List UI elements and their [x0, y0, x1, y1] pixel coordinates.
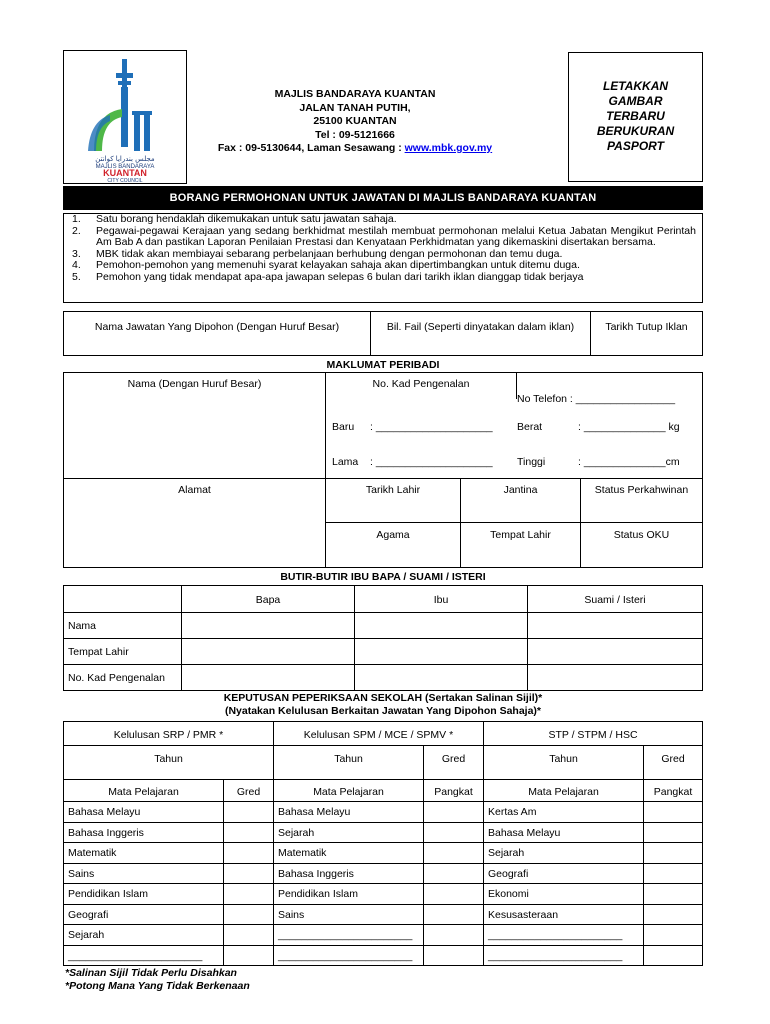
spm-rank[interactable] — [424, 945, 484, 966]
spm-subject[interactable]: _______________________ — [274, 945, 424, 966]
footnote-1: *Salinan Sijil Tidak Perlu Disahkan — [65, 967, 237, 979]
col-bapa: Bapa — [182, 586, 355, 613]
parents-title: BUTIR-BUTIR IBU BAPA / SUAMI / ISTERI — [280, 571, 486, 583]
marital-field[interactable]: Status Perkahwinan — [581, 479, 703, 523]
height-field[interactable]: : ______________cm — [578, 456, 680, 468]
stp-grade[interactable]: Gred — [644, 746, 703, 780]
spm-subject[interactable]: Sejarah — [274, 822, 424, 843]
exam-row — [64, 822, 703, 843]
stp-subject[interactable]: Bahasa Melayu — [484, 822, 644, 843]
stp-rank[interactable] — [644, 945, 703, 966]
personal-title: MAKLUMAT PERIBADI — [326, 359, 440, 371]
oku-field[interactable]: Status OKU — [581, 523, 703, 568]
name-field[interactable]: Nama (Dengan Huruf Besar) — [64, 373, 326, 479]
stp-year[interactable]: Tahun — [484, 746, 644, 780]
fax-text: Fax : 09-5130644, Laman Sesawang : — [217, 142, 405, 154]
closing-date-field[interactable]: Tarikh Tutup Iklan — [591, 312, 703, 356]
pob-field[interactable]: Tempat Lahir — [461, 523, 581, 568]
stp-rank[interactable] — [644, 884, 703, 905]
org-street: JALAN TANAH PUTIH, — [299, 101, 411, 114]
input-cell[interactable] — [182, 665, 355, 691]
spm-subject[interactable]: Matematik — [274, 843, 424, 864]
input-cell[interactable] — [182, 639, 355, 665]
stp-subject[interactable]: _______________________ — [484, 945, 644, 966]
input-cell[interactable] — [528, 613, 703, 639]
spm-rank[interactable] — [424, 925, 484, 946]
row-pob: Tempat Lahir — [64, 639, 182, 665]
instruction-item: 1. Satu borang hendaklah dikemukakan untuk satu jawatan sahaja. — [72, 213, 397, 225]
form-title-banner: BORANG PERMOHONAN UNTUK JAWATAN DI MAJLIS BANDARAYA KUANTAN — [63, 186, 703, 210]
exam-row — [64, 802, 703, 823]
parents-corner — [64, 586, 182, 613]
stp-rank[interactable] — [644, 904, 703, 925]
logo-line1: MAJLIS BANDARAYA — [95, 164, 155, 170]
org-tel: Tel : 09-5121666 — [315, 128, 395, 141]
stp-subject[interactable]: _______________________ — [484, 925, 644, 946]
instruction-item: 3. MBK tidak akan membiayai sebarang perbelanjaan berhubung dengan permohonan dan temu duga. — [72, 247, 563, 260]
spm-rank[interactable] — [424, 863, 484, 884]
weight-field[interactable]: : ______________ kg — [578, 421, 680, 433]
srp-year[interactable]: Tahun — [64, 746, 274, 780]
spm-rank-head: Pangkat — [424, 780, 484, 802]
spm-rank[interactable] — [424, 904, 484, 925]
org-name: MAJLIS BANDARAYA KUANTAN — [274, 88, 436, 100]
personal-table — [63, 372, 703, 568]
weight-label: Berat — [517, 421, 543, 433]
row-nama: Nama — [64, 613, 182, 639]
org-postcode: 25100 KUANTAN — [313, 115, 397, 127]
dob-field[interactable]: Tarikh Lahir — [326, 479, 461, 523]
stp-subject[interactable]: Geografi — [484, 863, 644, 884]
photo-line: PASPORT — [607, 139, 664, 153]
input-cell[interactable] — [355, 665, 528, 691]
spm-subject[interactable]: Pendidikan Islam — [274, 884, 424, 905]
logo-arabic: مجلس بندرايا كوانتن — [95, 155, 155, 163]
mbk-logo-icon — [64, 51, 186, 183]
parents-table — [63, 585, 703, 691]
srp-grade[interactable] — [224, 945, 274, 966]
spm-subject[interactable]: Bahasa Melayu — [274, 802, 424, 823]
srp-subject[interactable]: _______________________ — [64, 945, 224, 966]
footnote-2: *Potong Mana Yang Tidak Berkenaan — [65, 980, 250, 992]
exam-row — [64, 884, 703, 905]
photo-line: LETAKKAN — [602, 79, 669, 93]
input-cell[interactable] — [182, 613, 355, 639]
exam-row — [64, 863, 703, 884]
input-cell[interactable] — [528, 639, 703, 665]
stp-rank[interactable] — [644, 925, 703, 946]
org-fax — [160, 142, 550, 156]
website-link[interactable]: www.mbk.gov.my — [404, 142, 493, 154]
srp-subject[interactable]: Pendidikan Islam — [64, 884, 224, 905]
spm-subject-head: Mata Pelajaran — [274, 780, 424, 802]
exam-row — [64, 904, 703, 925]
stp-rank[interactable] — [644, 843, 703, 864]
input-cell[interactable] — [355, 639, 528, 665]
exam-rows — [64, 802, 703, 966]
gender-field[interactable]: Jantina — [461, 479, 581, 523]
col-spouse: Suami / Isteri — [528, 586, 703, 613]
input-cell[interactable] — [355, 613, 528, 639]
srp-header: Kelulusan SRP / PMR * — [64, 722, 274, 746]
srp-subject[interactable]: Bahasa Inggeris — [64, 822, 224, 843]
srp-grade-head: Gred — [224, 780, 274, 802]
exam-row — [64, 925, 703, 946]
srp-grade[interactable] — [224, 925, 274, 946]
srp-grade[interactable] — [224, 884, 274, 905]
stp-rank[interactable] — [644, 863, 703, 884]
baru-label: Baru — [332, 421, 355, 433]
photo-line: BERUKURAN — [596, 124, 675, 138]
spm-rank[interactable] — [424, 802, 484, 823]
exam-row — [64, 945, 703, 966]
stp-rank[interactable] — [644, 822, 703, 843]
ic-label: No. Kad Pengenalan — [372, 378, 470, 390]
file-no-field[interactable]: Bil. Fail (Seperti dinyatakan dalam iklan) — [371, 312, 591, 356]
job-table — [63, 311, 703, 356]
org-address — [200, 88, 510, 156]
srp-grade[interactable] — [224, 802, 274, 823]
spm-header: Kelulusan SPM / MCE / SPMV * — [274, 722, 484, 746]
photo-line: GAMBAR — [608, 94, 663, 108]
exam-table — [63, 721, 703, 966]
photo-line: TERBARU — [606, 109, 665, 123]
stp-rank-head: Pangkat — [644, 780, 703, 802]
lama-field[interactable]: : ____________________ — [370, 456, 493, 468]
srp-grade[interactable] — [224, 863, 274, 884]
logo-line3: CITY COUNCIL — [107, 178, 143, 183]
spm-rank[interactable] — [424, 822, 484, 843]
spm-grade[interactable]: Gred — [424, 746, 484, 780]
instructions — [63, 213, 703, 303]
logo-line2: KUANTAN — [103, 168, 147, 178]
spm-year[interactable]: Tahun — [274, 746, 424, 780]
religion-field[interactable]: Agama — [326, 523, 461, 568]
srp-subject[interactable]: Sains — [64, 863, 224, 884]
exam-title-2: (Nyatakan Kelulusan Berkaitan Jawatan Yang Dipohon Sahaja)* — [224, 705, 542, 717]
address-field[interactable]: Alamat — [64, 479, 326, 568]
spm-rank[interactable] — [424, 884, 484, 905]
stp-subject[interactable]: Kertas Am — [484, 802, 644, 823]
lama-label: Lama — [332, 456, 359, 468]
spm-rank[interactable] — [424, 843, 484, 864]
srp-subject[interactable]: Matematik — [64, 843, 224, 864]
photo-box — [568, 52, 703, 182]
srp-grade[interactable] — [224, 843, 274, 864]
stp-subject[interactable]: Kesusasteraan — [484, 904, 644, 925]
ic-contact-cell — [326, 373, 703, 479]
stp-header: STP / STPM / HSC — [484, 722, 703, 746]
row-ic: No. Kad Pengenalan — [64, 665, 182, 691]
srp-subject[interactable]: Sejarah — [64, 925, 224, 946]
phone-field[interactable]: No Telefon : _________________ — [517, 393, 676, 405]
exam-title-1: KEPUTUSAN PEPERIKSAAN SEKOLAH (Sertakan Salinan Sijil)* — [223, 692, 543, 704]
position-field[interactable]: Nama Jawatan Yang Dipohon (Dengan Huruf Besar) — [64, 312, 371, 356]
instruction-item: 2. Pegawai-pegawai Kerajaan yang sedang berkhidmat mestilah membuat permohonan melalui Ketua Jabatan Mengikut Perintah Am Bab A dan pastikan Laporan Penilaian Prestasi dan Kenyataan Perkhidmatan yang dikemaskini disertakan bersama. — [72, 224, 696, 249]
logo-box — [63, 50, 187, 184]
srp-grade[interactable] — [224, 904, 274, 925]
exam-row — [64, 843, 703, 864]
instruction-item: 4. Pemohon-pemohon yang memenuhi syarat kelayakan sahaja akan dipertimbangkan untuk ditemu duga. — [72, 259, 580, 272]
spm-subject[interactable]: Bahasa Inggeris — [274, 863, 424, 884]
srp-subject[interactable]: Bahasa Melayu — [64, 802, 224, 823]
stp-subject-head: Mata Pelajaran — [484, 780, 644, 802]
srp-grade[interactable] — [224, 822, 274, 843]
instruction-item: 5. Pemohon yang tidak mendapat apa-apa jawapan selepas 6 bulan dari tarikh iklan dianggap tidak berjaya — [72, 270, 584, 283]
stp-subject[interactable]: Ekonomi — [484, 884, 644, 905]
srp-subject[interactable]: Geografi — [64, 904, 224, 925]
stp-subject[interactable]: Sejarah — [484, 843, 644, 864]
spm-subject[interactable]: Sains — [274, 904, 424, 925]
baru-field[interactable]: : ____________________ — [370, 421, 493, 433]
input-cell[interactable] — [528, 665, 703, 691]
stp-rank[interactable] — [644, 802, 703, 823]
spm-subject[interactable]: _______________________ — [274, 925, 424, 946]
height-label: Tinggi — [517, 456, 546, 468]
srp-subject-head: Mata Pelajaran — [64, 780, 224, 802]
col-ibu: Ibu — [355, 586, 528, 613]
